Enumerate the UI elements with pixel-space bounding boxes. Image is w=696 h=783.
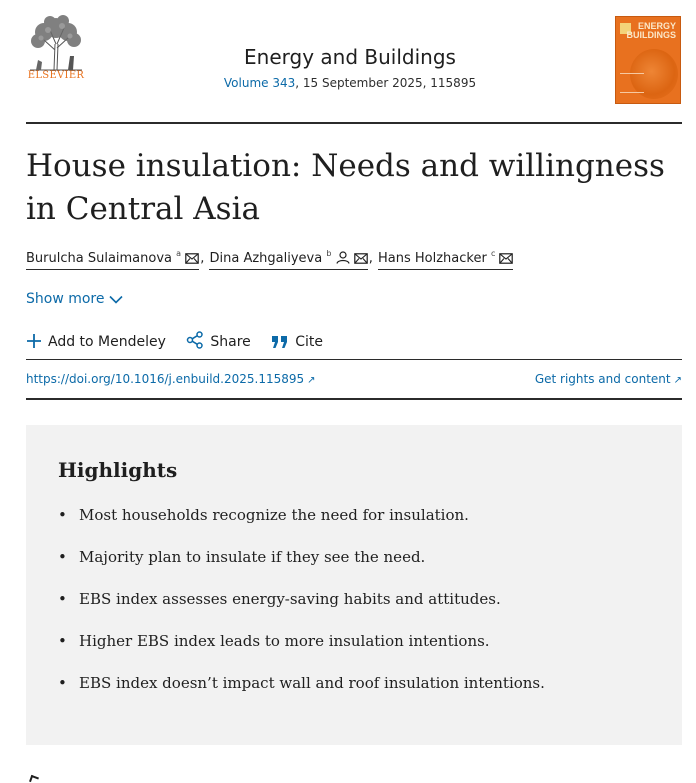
- email-icon: [185, 253, 199, 264]
- publisher-wordmark: ELSEVIER: [27, 70, 85, 81]
- cite-label: Cite: [295, 334, 324, 350]
- doi-text: https://doi.org/10.1016/j.enbuild.2025.115895: [26, 372, 305, 386]
- email-icon: [354, 253, 368, 264]
- highlights-heading: Highlights: [58, 458, 178, 482]
- quote-icon: [271, 335, 289, 349]
- author-separator: ,: [368, 251, 373, 266]
- author-name: Dina Azhgaliyeva: [209, 251, 323, 266]
- author-link[interactable]: [209, 249, 367, 270]
- affiliation-marker: a: [176, 249, 182, 258]
- highlight-item: • Most households recognize the need for insulation.: [58, 505, 545, 547]
- journal-header: [0, 0, 696, 122]
- cover-text-lines: [620, 73, 644, 93]
- highlights-panel: [26, 425, 682, 745]
- show-more-button[interactable]: [26, 291, 123, 307]
- next-section-glyph: [29, 775, 39, 783]
- actions-divider: [26, 359, 682, 360]
- highlight-item: • EBS index doesn’t impact wall and roof insulation intentions.: [58, 673, 545, 715]
- affiliation-marker: b: [326, 249, 332, 258]
- article-title: House insulation: Needs and willingness in Central Asia: [26, 148, 665, 227]
- author-separator: ,: [200, 251, 205, 266]
- journal-issue: [150, 75, 550, 91]
- cover-title: ENERGY BUILDINGS: [626, 21, 676, 40]
- cite-button[interactable]: [271, 334, 323, 350]
- journal-title[interactable]: Energy and Buildings: [244, 45, 456, 69]
- share-icon: [186, 331, 204, 349]
- volume-link[interactable]: Volume 343: [223, 76, 296, 90]
- email-icon: [499, 253, 513, 264]
- issue-details: , 15 September 2025, 115895: [295, 76, 477, 90]
- journal-info: [150, 44, 550, 91]
- chevron-down-icon: [109, 295, 123, 304]
- mendeley-label: Add to Mendeley: [48, 334, 166, 350]
- share-button[interactable]: [186, 331, 250, 350]
- rights-link[interactable]: [535, 372, 682, 386]
- links-divider: [26, 398, 682, 400]
- highlight-item: • Higher EBS index leads to more insulation intentions.: [58, 631, 545, 673]
- person-icon: [336, 251, 350, 264]
- add-to-mendeley-button[interactable]: [26, 333, 166, 350]
- highlight-item: • EBS index assesses energy-saving habits and attitudes.: [58, 589, 545, 631]
- plus-icon: [26, 333, 42, 349]
- external-link-icon: ↗: [673, 375, 682, 386]
- share-label: Share: [210, 334, 251, 350]
- highlight-item: • Majority plan to insulate if they see the need.: [58, 547, 545, 589]
- affiliation-marker: c: [490, 249, 496, 258]
- author-link[interactable]: [378, 249, 514, 270]
- rights-text: Get rights and content: [534, 372, 671, 386]
- header-divider: [26, 122, 682, 124]
- author-name: Burulcha Sulaimanova: [26, 251, 173, 266]
- author-name: Hans Holzhacker: [377, 251, 487, 266]
- external-link-icon: ↗: [307, 375, 316, 386]
- journal-cover-image[interactable]: [615, 16, 681, 104]
- show-more-label: Show more: [26, 291, 105, 307]
- highlights-list: [58, 505, 545, 715]
- doi-link[interactable]: [26, 372, 316, 386]
- author-link[interactable]: [26, 249, 199, 270]
- article-actions: [26, 331, 339, 350]
- author-list: [26, 249, 513, 270]
